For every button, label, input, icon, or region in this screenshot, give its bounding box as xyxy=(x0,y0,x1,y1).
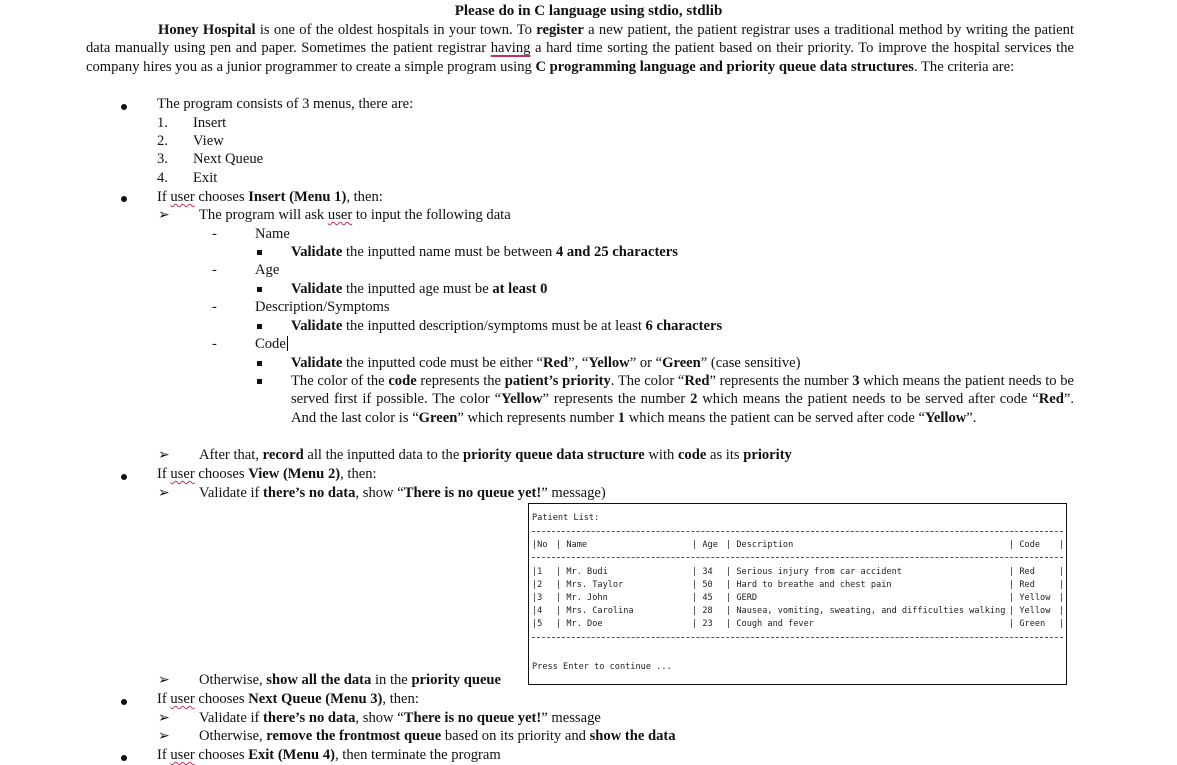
column-end: | xyxy=(1059,540,1065,550)
insert-heading: If user chooses Insert (Menu 1), then: xyxy=(157,189,383,205)
next-heading: If user chooses Next Queue (Menu 3), then: xyxy=(157,691,419,707)
divider xyxy=(532,557,1063,558)
intro-text: a new patient, the patient registrar uses a traditional method by writing the patient data manually using pen and paper. Sometimes the patient registrar xyxy=(86,22,1075,57)
column-header-age: | Age xyxy=(692,540,718,550)
dash-marker: - xyxy=(212,226,217,242)
column-header-description: | Description xyxy=(726,540,794,550)
field-code-label: Code xyxy=(255,336,286,352)
hospital-name: Honey Hospital xyxy=(158,22,256,38)
console-footer: Press Enter to continue ... xyxy=(532,662,672,672)
menu-label-exit: Exit xyxy=(193,170,218,186)
bullet-dot xyxy=(121,474,127,480)
square-bullet xyxy=(257,324,262,329)
square-bullet xyxy=(257,287,262,292)
bullet-dot xyxy=(121,104,127,110)
console-output: Patient List: |No | Name | Age | Description | Code | |1 | Mr. Budi | 34 | Serious injury from car accident | Red | |2 | Mrs. Taylor | 50 | Hard to breathe and chest pain | Red | |3 | Mr. John | 45 | GERD | Yellow | |4 | Mrs. Carolina | 28 | Nausea, vomiting, sweating, and difficulties walking | Yellow | |5 | Mr. Doe | 23 | Cough and fever | Green | Press Enter to continue ... xyxy=(528,503,1067,685)
intro-text: is one of the oldest hospitals in your town. To xyxy=(255,22,537,38)
insert-ask: The program will ask user to input the following data xyxy=(199,207,511,223)
intro-text: a hard time sorting the patient based on their priority. To improve the hospital services the company hires you as a junior programmer to create a simple program using xyxy=(86,40,1075,75)
divider xyxy=(532,637,1063,638)
menu-number: 3. xyxy=(157,151,168,167)
insert-after: After that, record all the inputted data to the priority queue data structure with code as its priority xyxy=(199,447,792,463)
arrow-icon: ➢ xyxy=(158,673,170,688)
arrow-icon: ➢ xyxy=(158,448,170,463)
field-name-label: Name xyxy=(255,226,290,242)
column-header-code: | Code xyxy=(1009,540,1041,550)
view-heading: If user chooses View (Menu 2), then: xyxy=(157,466,377,482)
intro-register: register xyxy=(536,22,584,38)
next-validate: Validate if there’s no data, show “There is no queue yet!” message xyxy=(199,710,601,726)
text-caret xyxy=(287,336,288,351)
square-bullet xyxy=(257,250,262,255)
next-otherwise: Otherwise, remove the frontmost queue based on its priority and show the data xyxy=(199,728,676,744)
arrow-icon: ➢ xyxy=(158,711,170,726)
view-otherwise: Otherwise, show all the data in the priority queue xyxy=(199,672,502,688)
bullet-dot xyxy=(121,196,127,202)
dash-marker: - xyxy=(212,336,217,352)
menus-intro: The program consists of 3 menus, there are: xyxy=(157,96,414,112)
intro-text: . The criteria are: xyxy=(913,58,1015,75)
intro-having: having xyxy=(490,40,531,57)
arrow-icon: ➢ xyxy=(158,486,170,501)
menu-number: 2. xyxy=(157,133,168,149)
menu-number: 4. xyxy=(157,170,168,186)
menu-label-insert: Insert xyxy=(193,115,227,131)
field-description-label: Description/Symptoms xyxy=(255,299,390,315)
priority-explanation: The color of the code represents the patient’s priority. The color “Red” represents the number 3 which means the patient needs to be served first if possible. The color “Yellow” represents the number 2 which means the patient needs to be served after code “Red”. And the last color is “Green” which represents number 1 which means the patient can be served after code “Yellow”. xyxy=(291,373,1075,426)
intro-language: C programming language and priority queue data structures xyxy=(535,58,914,75)
age-validation: Validate the inputted age must be at least 0 xyxy=(291,281,548,297)
square-bullet xyxy=(257,361,262,366)
bullet-dot xyxy=(121,699,127,705)
arrow-icon: ➢ xyxy=(158,729,170,744)
exit-heading: If user chooses Exit (Menu 4), then terminate the program xyxy=(157,747,501,763)
code-validation: Validate the inputted code must be either “Red”, “Yellow” or “Green” (case sensitive) xyxy=(291,355,801,371)
menu-label-next-queue: Next Queue xyxy=(193,151,264,167)
console-header: Patient List: xyxy=(532,513,600,523)
column-header-no: |No xyxy=(532,540,548,550)
description-validation: Validate the inputted description/symptoms must be at least 6 characters xyxy=(291,318,723,334)
page-title: Please do in C language using stdio, stdlib xyxy=(454,3,723,19)
dash-marker: - xyxy=(212,262,217,278)
divider xyxy=(532,531,1063,532)
column-header-name: | Name xyxy=(556,540,588,550)
dash-marker: - xyxy=(212,299,217,315)
arrow-icon: ➢ xyxy=(158,208,170,223)
name-validation: Validate the inputted name must be between 4 and 25 characters xyxy=(291,244,678,260)
menu-label-view: View xyxy=(193,133,224,149)
square-bullet xyxy=(257,379,262,384)
field-age-label: Age xyxy=(255,262,280,278)
bullet-dot xyxy=(121,755,127,761)
intro-paragraph xyxy=(86,21,1074,76)
menu-number: 1. xyxy=(157,115,168,131)
view-validate: Validate if there’s no data, show “There is no queue yet!” message) xyxy=(199,485,606,501)
